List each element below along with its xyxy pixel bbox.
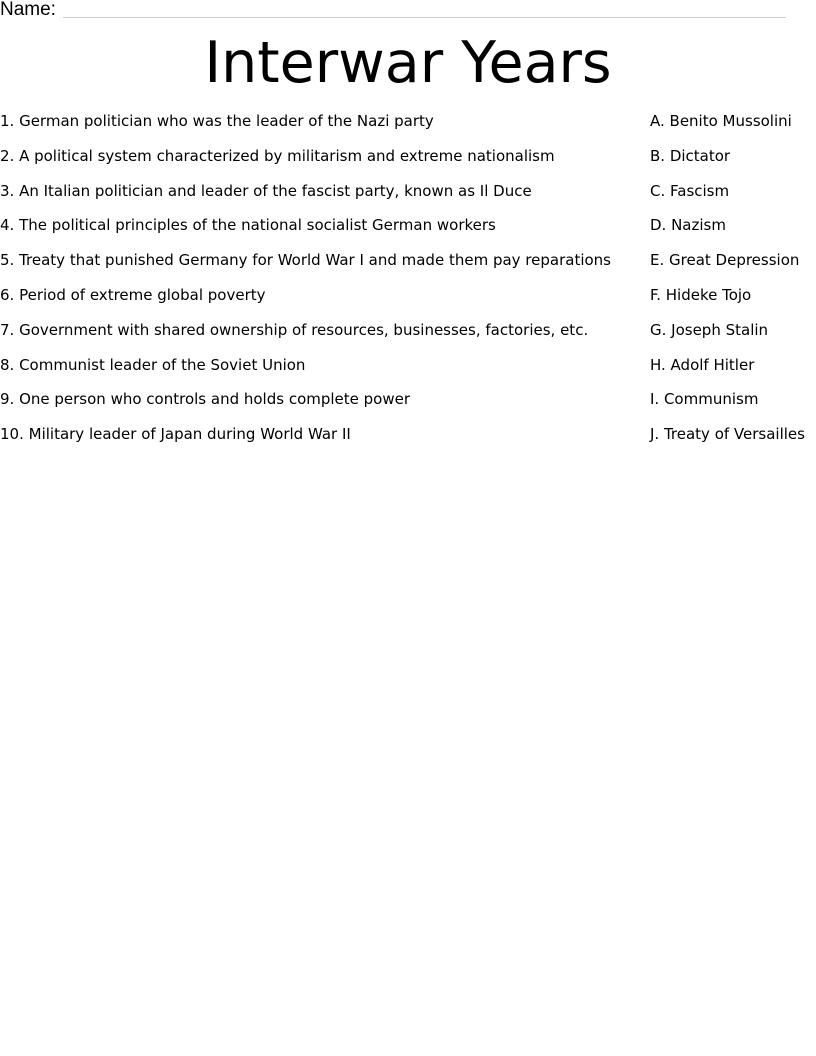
matching-row — [0, 313, 816, 348]
answer-option: C. Fascism — [650, 181, 730, 200]
answer-option: J. Treaty of Versailles — [650, 425, 805, 444]
matching-row — [0, 104, 816, 139]
matching-row — [0, 139, 816, 174]
name-row — [0, 0, 790, 20]
answer-option: F. Hideke Tojo — [650, 285, 752, 304]
clue-text: 8. Communist leader of the Soviet Union — [0, 355, 306, 374]
matching-row — [0, 243, 816, 278]
answer-option: H. Adolf Hitler — [650, 355, 755, 374]
name-write-line[interactable] — [63, 17, 786, 18]
matching-row — [0, 278, 816, 313]
answer-option: A. Benito Mussolini — [650, 112, 792, 130]
clue-text: 10. Military leader of Japan during World War II — [0, 425, 351, 444]
matching-row — [0, 348, 816, 383]
matching-row — [0, 417, 816, 452]
clue-text: 5. Treaty that punished Germany for World War I and made them pay reparations — [0, 251, 611, 270]
answer-option: I. Communism — [650, 390, 759, 409]
clue-text: 6. Period of extreme global poverty — [0, 285, 266, 304]
answer-option: E. Great Depression — [650, 251, 800, 270]
clue-text: 9. One person who controls and holds complete power — [0, 390, 411, 409]
answer-option: G. Joseph Stalin — [650, 320, 769, 339]
clue-text: 4. The political principles of the national socialist German workers — [0, 216, 496, 235]
matching-list — [0, 104, 816, 452]
page-title: Interwar Years — [204, 30, 612, 96]
matching-row — [0, 174, 816, 209]
clue-text: 7. Government with shared ownership of resources, businesses, factories, etc. — [0, 320, 589, 339]
matching-row — [0, 208, 816, 243]
matching-row — [0, 382, 816, 417]
answer-option: B. Dictator — [650, 146, 731, 165]
name-label: Name: — [0, 0, 56, 20]
answer-option: D. Nazism — [650, 216, 726, 235]
clue-text: 2. A political system characterized by militarism and extreme nationalism — [0, 146, 555, 165]
clue-text: 3. An Italian politician and leader of the fascist party, known as Il Duce — [0, 181, 532, 200]
clue-text: 1. German politician who was the leader of the Nazi party — [0, 112, 434, 130]
